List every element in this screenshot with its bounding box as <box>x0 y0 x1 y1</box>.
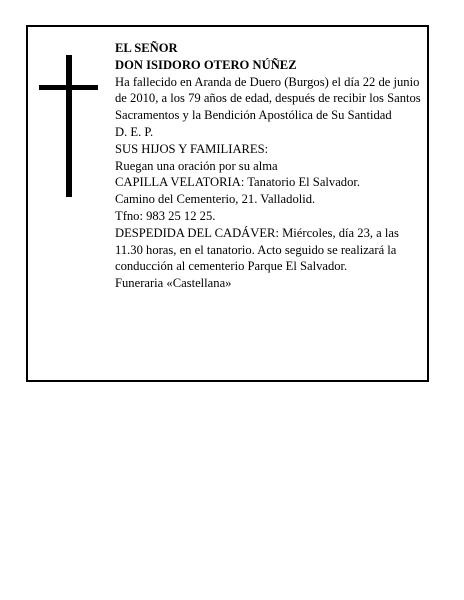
obituary-text <box>115 40 425 292</box>
family-heading: SUS HIJOS Y FAMILIARES: <box>115 141 269 156</box>
cross-horizontal-bar <box>39 85 98 90</box>
phone-number: Tfno: 983 25 12 25. <box>115 208 216 223</box>
death-announcement: Ha fallecido en Aranda de Duero (Burgos) el día 22 de junio de 2010, a los 79 años de edad, después de recibir los Santos Sacramentos y la Bendición Apostólica de Su Santidad <box>115 74 421 123</box>
farewell-details: DESPEDIDA DEL CADÁVER: Miércoles, día 23, a las 11.30 horas, en el tanatorio. Acto seguido se realizará la conducción al cementerio Parque El Salvador. <box>115 225 399 274</box>
funeral-home: Funeraria «Castellana» <box>115 276 232 291</box>
rest-in-peace: D. E. P. <box>115 124 154 139</box>
obituary-notice <box>26 25 429 382</box>
cross-vertical-bar <box>66 55 72 197</box>
prayer-request: Ruegan una oración por su alma <box>115 158 278 173</box>
chapel-location: CAPILLA VELATORIA: Tanatorio El Salvador. <box>115 175 361 190</box>
chapel-address: Camino del Cementerio, 21. Valladolid. <box>115 192 316 207</box>
title-line-1: EL SEÑOR <box>115 41 178 55</box>
deceased-name: DON ISIDORO OTERO NÚÑEZ <box>115 57 297 72</box>
